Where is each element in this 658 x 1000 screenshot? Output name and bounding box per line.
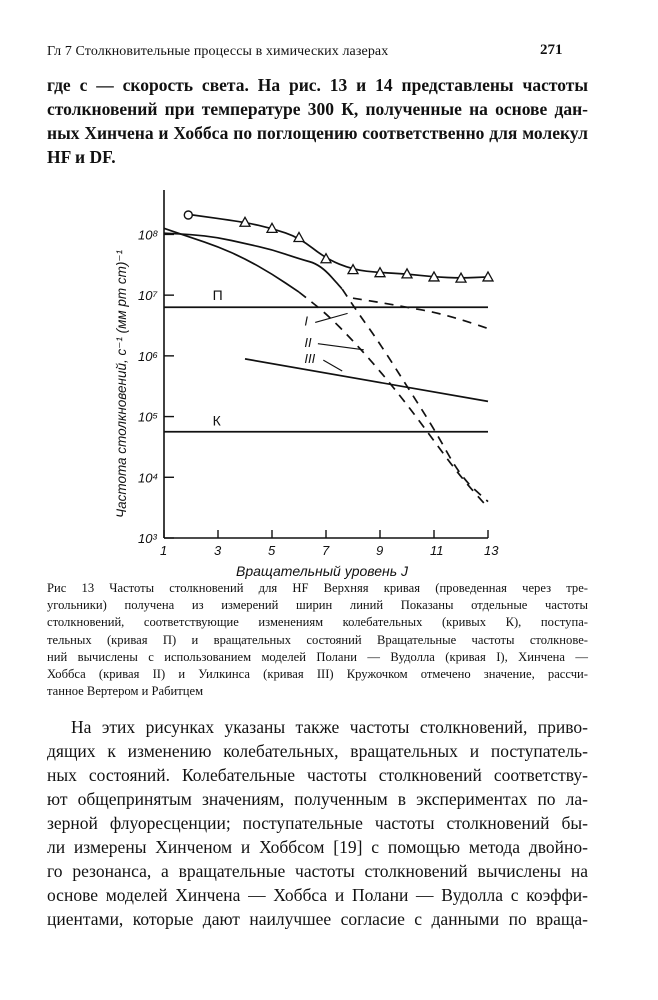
x-tick-label: 3: [214, 543, 222, 558]
caption-line: Хоббса (кривая II) и Уилкинса (кривая III) Кружочком отмечено значение, рассчи-: [47, 667, 588, 682]
running-header: Гл 7 Столкновительные процессы в химических лазерах: [47, 44, 389, 59]
label-III: III: [304, 351, 316, 367]
y-tick-label: 10³: [138, 531, 157, 546]
text-line: го резонанса, а вращательные частоты столкновений вычислены на: [47, 861, 588, 881]
y-tick-label: 10⁵: [138, 409, 158, 425]
leader-III: [323, 360, 342, 371]
text-line: основе моделей Хинчена — Хоббса и Полани — Вудолла с коэффи-: [47, 885, 588, 905]
label-P: П: [212, 287, 223, 303]
y-tick-label: 10⁴: [138, 470, 159, 486]
y-tick-label: 10⁷: [138, 288, 158, 304]
caption-line: танное Вертером и Рабитцем: [47, 684, 204, 699]
text-line: дящих к изменению колебательных, вращательных и поступатель-: [47, 741, 588, 761]
caption-line: ний вычислены с использованием моделей Полани — Вудолла (кривая I), Хинчена —: [47, 649, 588, 664]
series-line-triangles: [188, 214, 488, 277]
x-tick-label: 9: [376, 543, 384, 558]
bottom-paragraph: [47, 715, 588, 931]
page-number: 271: [540, 42, 563, 58]
text-line: На этих рисунках указаны также частоты столкновений, приво-: [71, 717, 588, 737]
top-paragraph: [47, 73, 588, 169]
x-tick-label: 13: [484, 543, 499, 558]
figure-13-chart: [100, 180, 510, 580]
x-tick-label: 7: [322, 543, 330, 558]
text-line: зерной флуоресценции; поступательные частоты столкновений бы-: [47, 813, 588, 833]
x-tick-label: 1: [160, 543, 168, 558]
series-dashed-III: [353, 298, 488, 328]
label-II: II: [304, 334, 312, 350]
x-tick-label: 11: [430, 543, 444, 558]
text-line: циентами, которые дают наилучшее согласие с данными по враща-: [47, 909, 588, 929]
x-tick-label: 5: [268, 543, 276, 558]
series-solid-II: [164, 228, 299, 292]
text-line: столкновений при температуре 300 К, полученные на основе дан-: [47, 99, 588, 119]
leader-I: [315, 313, 347, 322]
text-line: ли измерены Хинченом и Хоббсом [19] с помощью метода двойно-: [47, 837, 588, 857]
text-line: ют общепринятым значениям, полученным в экспериментах по ла-: [47, 789, 588, 809]
series-solid-I: [164, 233, 342, 289]
text-line: где с — скорость света. На рис. 13 и 14 представлены частоты: [47, 75, 588, 95]
label-I: I: [304, 313, 309, 329]
text-line: HF и DF.: [47, 147, 116, 167]
caption-line: тельных (кривая П) и вращательных состояний Вращательные частоты столкнове-: [47, 632, 588, 647]
series-dashed-II: [299, 292, 488, 508]
caption-line: столкновений, соответствующие изменениям колебательных (кривых К), поступа-: [47, 615, 588, 630]
label-K: К: [212, 412, 221, 429]
y-tick-label: 10⁸: [138, 227, 159, 243]
x-axis-title: Вращательный уровень J: [236, 563, 409, 579]
circle-marker: [184, 211, 192, 219]
series-line-lower: [245, 359, 488, 402]
y-axis-title: Частота столкновений, с⁻¹ (мм рт ст)⁻¹: [114, 250, 129, 518]
caption-line: угольники) получена из измерений ширин линий Показаны отдельные частоты: [47, 598, 588, 613]
y-tick-label: 10⁶: [138, 348, 158, 364]
caption-line: Рис 13 Частоты столкновений для HF Верхняя кривая (проведенная через тре-: [47, 581, 588, 595]
text-line: ных Хинчена и Хоббса по поглощению соответственно для молекул: [47, 123, 588, 143]
leader-II: [318, 344, 364, 350]
text-line: ных состояний. Колебательные частоты столкновений соответству-: [47, 765, 588, 785]
figure-caption: [47, 580, 588, 700]
